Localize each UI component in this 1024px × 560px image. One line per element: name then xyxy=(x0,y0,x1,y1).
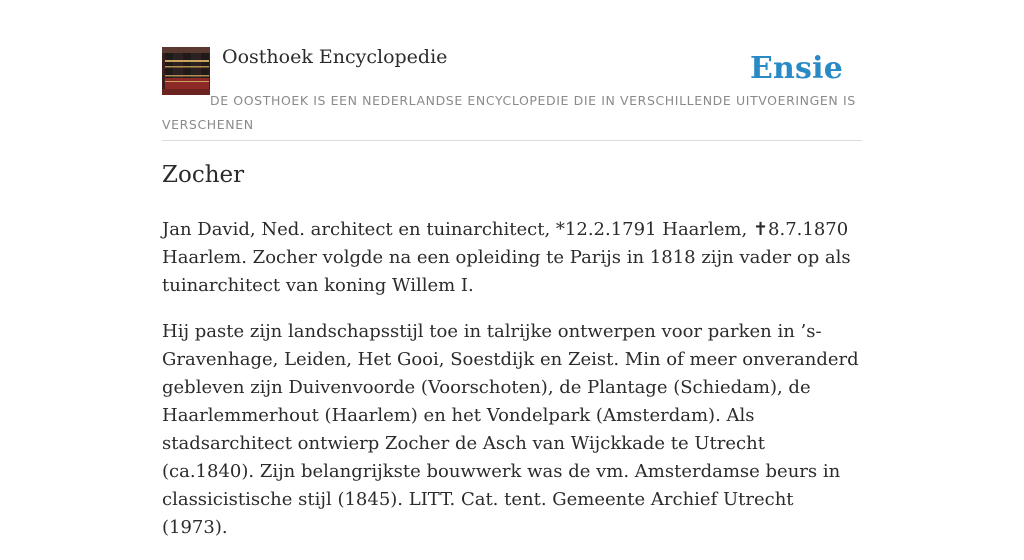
article-title: Zocher xyxy=(162,162,245,188)
book-spines-icon[interactable] xyxy=(162,47,210,95)
site-title[interactable]: Oosthoek Encyclopedie xyxy=(222,46,448,68)
site-header xyxy=(162,0,862,141)
brand-logo[interactable]: Ensie xyxy=(749,51,843,86)
page-container xyxy=(162,0,862,538)
article-body xyxy=(162,216,862,560)
article-paragraph: Jan David, Ned. architect en tuinarchitect, *12.2.1791 Haarlem, ✝8.7.1870 Haarlem. Zocher volgde na een opleiding te Parijs in 1818 zijn vader op als tuinarchitect van koning Willem I. xyxy=(162,219,851,296)
site-tagline: DE OOSTHOEK IS EEN NEDERLANDSE ENCYCLOPEDIE DIE IN VERSCHILLENDE UITVOERINGEN IS VERSCHENEN xyxy=(162,93,856,132)
article-paragraph: Hij paste zijn landschapsstijl toe in talrijke ontwerpen voor parken in ’s-Gravenhage, Leiden, Het Gooi, Soestdijk en Zeist. Min of meer onveranderd gebleven zijn Duivenvoorde (Voorschoten), de Plantage (Schiedam), de Haarlemmerhout (Haarlem) en het Vondelpark (Amsterdam). Als stadsarchitect ontwierp Zocher de Asch van Wijckkade te Utrecht (ca.1840). Zijn belangrijkste bouwwerk was de vm. Amsterdamse beurs in classicistische stijl (1845). LITT. Cat. tent. Gemeente Archief Utrecht (1973). xyxy=(162,321,859,538)
